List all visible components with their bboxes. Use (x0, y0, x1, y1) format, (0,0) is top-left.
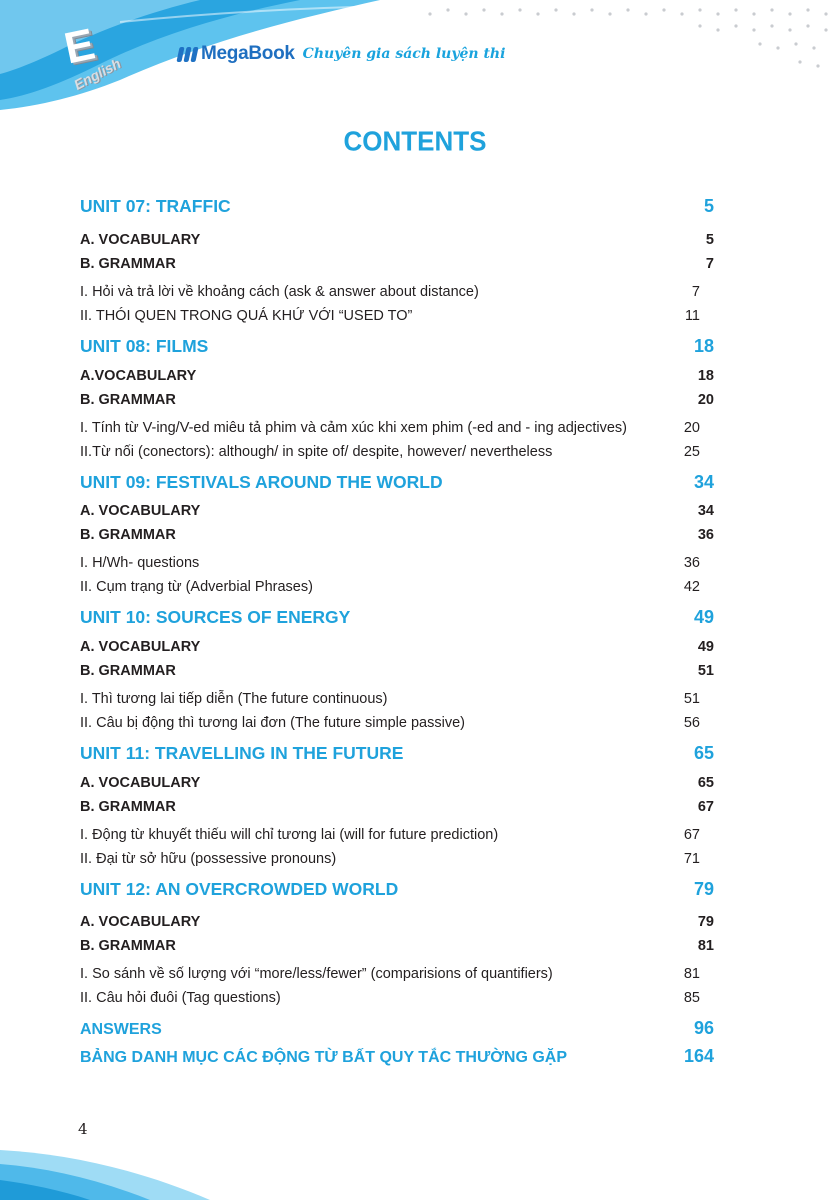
page-title: CONTENTS (343, 124, 487, 158)
toc-entry-page: 34 (693, 472, 714, 492)
toc-entry-label: I. Hỏi và trả lời về khoảng cách (ask & answer about distance) (80, 284, 479, 300)
toc-entry-label: II. Cụm trạng từ (Adverbial Phrases) (80, 579, 313, 595)
toc-entry-page: 7 (705, 256, 714, 272)
toc-row-sec[interactable] (80, 914, 714, 930)
toc-entry-label: UNIT 10: SOURCES OF ENERGY (80, 607, 351, 627)
toc-entry-label: A. VOCABULARY (80, 503, 201, 519)
toc-row-sec[interactable] (80, 256, 714, 272)
toc-entry-label: B. GRAMMAR (80, 256, 176, 272)
toc-entry-label: UNIT 07: TRAFFIC (80, 196, 231, 216)
brand-name: MegaBook (201, 43, 295, 64)
toc-entry-page: 81 (697, 938, 714, 954)
toc-entry-label: II.Từ nối (conectors): although/ in spite of/ despite, however/ nevertheless (80, 444, 553, 460)
toc-entry-page: 79 (693, 879, 714, 899)
toc-entry-page: 7 (691, 284, 700, 300)
toc-row-extra[interactable] (80, 1046, 714, 1067)
toc-row-unit[interactable] (80, 879, 714, 900)
toc-entry-page: 51 (683, 691, 700, 707)
toc-entry-page: 18 (693, 336, 714, 356)
page-number: 4 (78, 1120, 88, 1138)
toc-entry-label: I. Động từ khuyết thiếu will chỉ tương lai (will for future prediction) (80, 827, 499, 843)
english-logo-icon (60, 19, 128, 93)
toc-row-sub[interactable] (80, 444, 714, 460)
toc-entry-label: II. Câu bị động thì tương lai đơn (The future simple passive) (80, 715, 465, 731)
toc-entry-label: A. VOCABULARY (80, 914, 201, 930)
logo-word: English (71, 55, 124, 93)
megabook-logo-icon (178, 47, 197, 62)
toc-row-unit[interactable] (80, 743, 714, 764)
toc-row-sub[interactable] (80, 827, 714, 843)
toc-entry-label: A. VOCABULARY (80, 232, 201, 248)
toc-row-unit[interactable] (80, 196, 714, 217)
toc-row-sec[interactable] (80, 663, 714, 679)
toc-row-sec[interactable] (80, 503, 714, 519)
toc-row-sec[interactable] (80, 368, 714, 384)
toc-entry-label: B. GRAMMAR (80, 663, 176, 679)
toc-entry-page: 79 (697, 914, 714, 930)
toc-entry-label: B. GRAMMAR (80, 938, 176, 954)
toc-entry-page: 56 (683, 715, 700, 731)
toc-row-unit[interactable] (80, 607, 714, 628)
logo-letter: E (60, 19, 100, 74)
toc-row-extra[interactable] (80, 1018, 714, 1039)
toc-row-sec[interactable] (80, 232, 714, 248)
toc-row-sub[interactable] (80, 691, 714, 707)
toc-entry-label: II. THÓI QUEN TRONG QUÁ KHỨ VỚI “USED TO” (80, 308, 413, 324)
toc-entry-page: 5 (705, 232, 714, 248)
toc-entry-label: BẢNG DANH MỤC CÁC ĐỘNG TỪ BẤT QUY TẮC THƯỜNG GẶP (80, 1049, 567, 1066)
toc-entry-page: 49 (697, 639, 714, 655)
toc-entry-page: 96 (693, 1018, 714, 1038)
brand-tagline: Chuyên gia sách luyện thi (302, 46, 506, 62)
toc-entry-label: UNIT 11: TRAVELLING IN THE FUTURE (80, 743, 404, 763)
toc-entry-page: 67 (697, 799, 714, 815)
toc-row-sec[interactable] (80, 938, 714, 954)
toc-row-sub[interactable] (80, 851, 714, 867)
toc-entry-page: 65 (693, 743, 714, 763)
footer-decoration (0, 1140, 830, 1200)
toc-row-sub[interactable] (80, 308, 714, 324)
toc-entry-page: 51 (697, 663, 714, 679)
toc-entry-page: 67 (683, 827, 700, 843)
toc-entry-page: 20 (697, 392, 714, 408)
toc-entry-label: I. Tính từ V-ing/V-ed miêu tả phim và cảm xúc khi xem phim (-ed and - ing adjectives) (80, 420, 627, 436)
toc-row-unit[interactable] (80, 472, 714, 493)
toc-row-sub[interactable] (80, 715, 714, 731)
toc-entry-label: UNIT 12: AN OVERCROWDED WORLD (80, 879, 399, 899)
toc-entry-page: 36 (683, 555, 700, 571)
toc-row-sec[interactable] (80, 775, 714, 791)
toc-entry-label: UNIT 08: FILMS (80, 336, 209, 356)
toc-entry-page: 65 (697, 775, 714, 791)
toc-entry-page: 11 (684, 308, 700, 324)
toc-entry-page: 5 (703, 196, 714, 216)
toc-entry-page: 18 (697, 368, 714, 384)
toc-row-sub[interactable] (80, 555, 714, 571)
toc-entry-label: I. H/Wh- questions (80, 555, 200, 571)
brand-header (178, 42, 505, 66)
toc-entry-page: 20 (683, 420, 700, 436)
toc-row-sub[interactable] (80, 579, 714, 595)
toc-entry-label: ANSWERS (80, 1021, 162, 1038)
toc-row-sub[interactable] (80, 284, 714, 300)
toc-entry-label: A. VOCABULARY (80, 775, 201, 791)
toc-entry-label: II. Đại từ sở hữu (possessive pronouns) (80, 851, 337, 867)
toc-entry-label: II. Câu hỏi đuôi (Tag questions) (80, 990, 281, 1006)
toc-entry-page: 81 (683, 966, 700, 982)
toc-entry-label: A.VOCABULARY (80, 368, 197, 384)
toc-entry-label: B. GRAMMAR (80, 799, 176, 815)
toc-entry-page: 34 (697, 503, 714, 519)
toc-entry-label: I. So sánh về số lượng với “more/less/fewer” (comparisions of quantifiers) (80, 966, 553, 982)
toc-entry-page: 42 (683, 579, 700, 595)
toc-entry-page: 164 (683, 1046, 714, 1066)
toc-row-sec[interactable] (80, 527, 714, 543)
toc-row-sec[interactable] (80, 639, 714, 655)
toc-row-sub[interactable] (80, 420, 714, 436)
toc-entry-page: 85 (683, 990, 700, 1006)
toc-row-sub[interactable] (80, 966, 714, 982)
toc-entry-page: 49 (693, 607, 714, 627)
toc-entry-label: B. GRAMMAR (80, 392, 176, 408)
toc-entry-label: I. Thì tương lai tiếp diễn (The future continuous) (80, 691, 388, 707)
toc-row-sub[interactable] (80, 990, 714, 1006)
toc-entry-label: UNIT 09: FESTIVALS AROUND THE WORLD (80, 472, 443, 492)
toc-entry-page: 71 (683, 851, 700, 867)
toc-row-sec[interactable] (80, 392, 714, 408)
toc-entry-page: 25 (683, 444, 700, 460)
toc-entry-page: 36 (697, 527, 714, 543)
toc-entry-label: A. VOCABULARY (80, 639, 201, 655)
toc-row-unit[interactable] (80, 336, 714, 357)
toc-entry-label: B. GRAMMAR (80, 527, 176, 543)
toc-row-sec[interactable] (80, 799, 714, 815)
